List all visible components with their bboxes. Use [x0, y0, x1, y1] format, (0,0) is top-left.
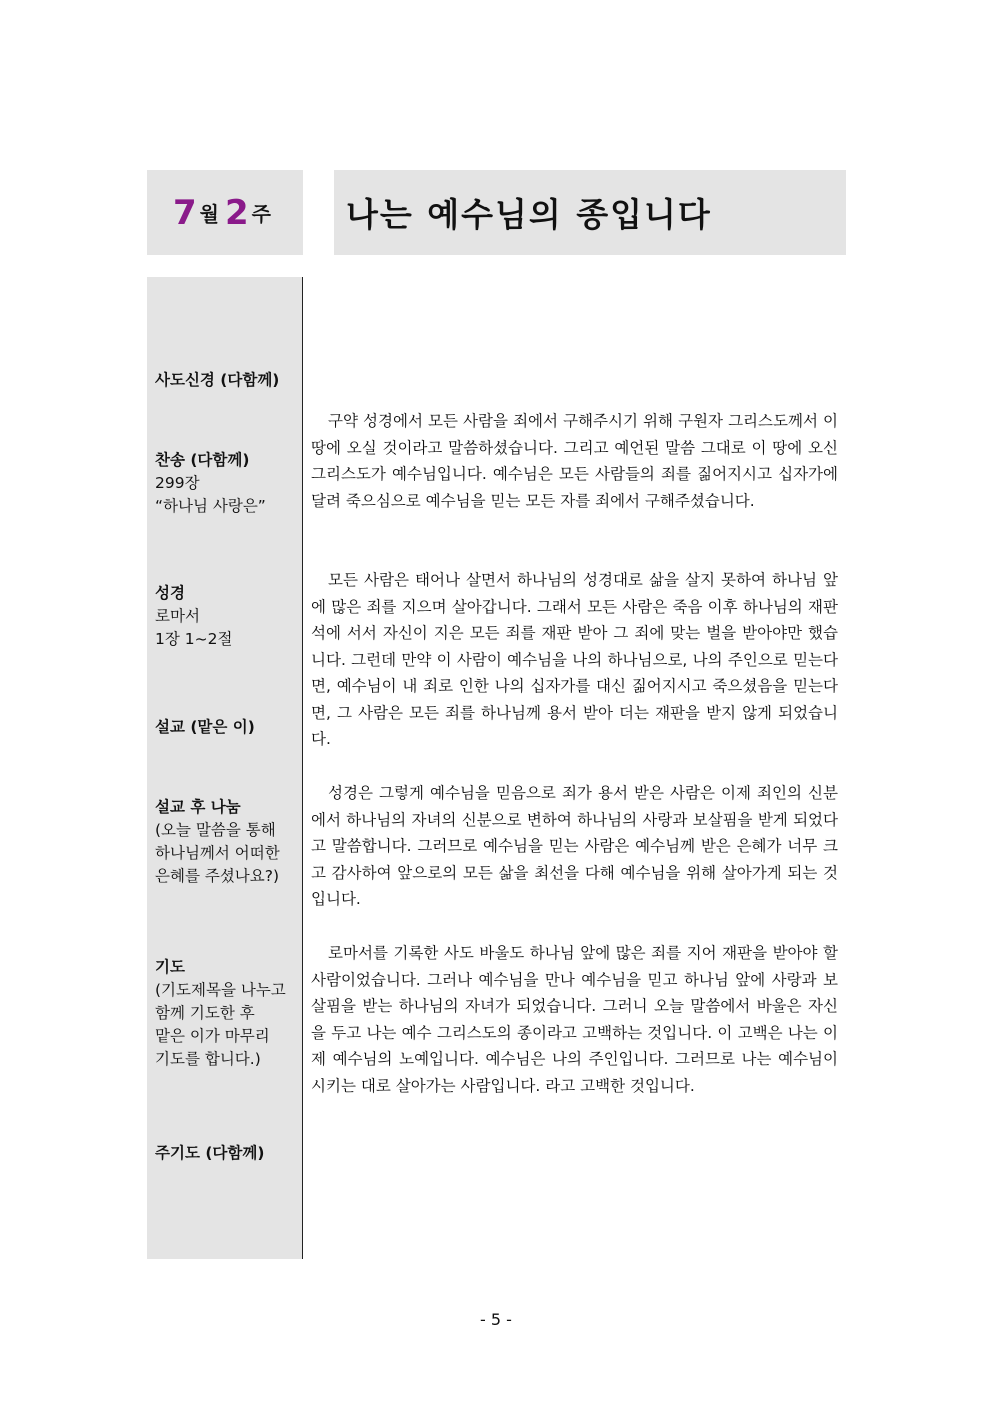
- sidebar-item-sharing: [155, 796, 297, 888]
- scripture-book: 로마서: [155, 607, 200, 625]
- month-number: 7: [173, 192, 197, 233]
- sermon-heading: 설교 (맡은 이): [155, 718, 255, 736]
- lords-prayer-heading: 주기도 (다함께): [155, 1144, 265, 1162]
- paragraph-1: [311, 408, 838, 514]
- prayer-heading: 기도: [155, 958, 185, 976]
- prayer-line-1: (기도제목을 나누고: [155, 981, 286, 999]
- sharing-heading: 설교 후 나눔: [155, 798, 241, 816]
- page-title: 나는 예수님의 종입니다: [346, 195, 712, 234]
- sidebar-item-lords-prayer: [155, 1142, 297, 1165]
- week-unit: 주: [251, 202, 271, 226]
- paragraph-3: [311, 780, 838, 913]
- order-of-service-sidebar: [147, 277, 303, 1259]
- sidebar-item-scripture: [155, 582, 297, 651]
- hymn-heading: 찬송 (다함께): [155, 451, 250, 469]
- paragraph-2: [311, 567, 838, 753]
- creed-heading: 사도신경 (다함께): [155, 371, 280, 389]
- scripture-verses: 1장 1~2절: [155, 630, 233, 648]
- prayer-line-4: 기도를 합니다.): [155, 1050, 261, 1068]
- page-number: - 5 -: [480, 1310, 512, 1329]
- paragraph-text: 모든 사람은 태어나 살면서 하나님의 성경대로 삶을 살지 못하여 하나님 앞에 많은 죄를 지으며 살아갑니다. 그래서 모든 사람은 죽음 이후 하나님의 재판 석에 서서 자신이 지은 모든 죄를 재판 받아 그 죄에 맞는 벌을 받아야만 했습니다. 그런데 만약 이 사람이 예수님을 나의 하나님으로, 나의 주인으로 믿는다면, 예수님이 내 죄로 인한 나의 십자가를 대신 짊어지시고 죽으셨음을 믿는다면, 그 사람은 모든 죄를 하나님께 용서 받아 더는 재판을 받지 않게 되었습니다.: [311, 571, 838, 748]
- title-box: [334, 170, 846, 255]
- month-unit: 월: [199, 202, 219, 226]
- sidebar-item-creed: [155, 369, 297, 392]
- sharing-line-3: 은혜를 주셨나요?): [155, 867, 280, 885]
- prayer-line-3: 맡은 이가 마무리: [155, 1027, 270, 1045]
- sharing-line-2: 하나님께서 어떠한: [155, 844, 280, 862]
- paragraph-text: 로마서를 기록한 사도 바울도 하나님 앞에 많은 죄를 지어 재판을 받아야 할 사람이었습니다. 그러나 예수님을 만나 예수님을 믿고 하나님 앞에 사랑과 보살핌을 받는 하나님의 자녀가 되었습니다. 그러니 오늘 말씀에서 바울은 자신을 두고 나는 예수 그리스도의 종이라고 고백하는 것입니다. 이 고백은 나는 이제 예수님의 노예입니다. 예수님은 나의 주인입니다. 그러므로 나는 예수님이 시키는 대로 살아가는 사람입니다. 라고 고백한 것입니다.: [311, 944, 838, 1095]
- prayer-line-2: 함께 기도한 후: [155, 1004, 255, 1022]
- scripture-heading: 성경: [155, 584, 185, 602]
- sidebar-item-hymn: [155, 449, 297, 518]
- sidebar-item-prayer: [155, 956, 297, 1071]
- paragraph-4: [311, 940, 838, 1099]
- paragraph-text: 구약 성경에서 모든 사람을 죄에서 구해주시기 위해 구원자 그리스도께서 이 땅에 오실 것이라고 말씀하셨습니다. 그리고 예언된 말씀 그대로 이 땅에 오신 그리스도가 예수님입니다. 예수님은 모든 사람들의 죄를 짊어지시고 십자가에 달려 죽으심으로 예수님을 믿는 모든 자를 죄에서 구해주셨습니다.: [311, 412, 838, 510]
- week-label: [147, 170, 303, 255]
- hymn-title: “하나님 사랑은”: [155, 497, 266, 515]
- week-number: 2: [225, 192, 249, 233]
- sidebar-item-sermon: [155, 716, 297, 739]
- hymn-number: 299장: [155, 474, 200, 492]
- sharing-line-1: (오늘 말씀을 통해: [155, 821, 276, 839]
- paragraph-text: 성경은 그렇게 예수님을 믿음으로 죄가 용서 받은 사람은 이제 죄인의 신분에서 하나님의 자녀의 신분으로 변하여 하나님의 사랑과 보살핌을 받게 되었다고 말씀합니다. 그러므로 예수님을 믿는 사람은 예수님께 받은 은혜가 너무 크고 감사하여 앞으로의 모든 삶을 최선을 다해 예수님을 위해 살아가게 되는 것입니다.: [311, 784, 838, 908]
